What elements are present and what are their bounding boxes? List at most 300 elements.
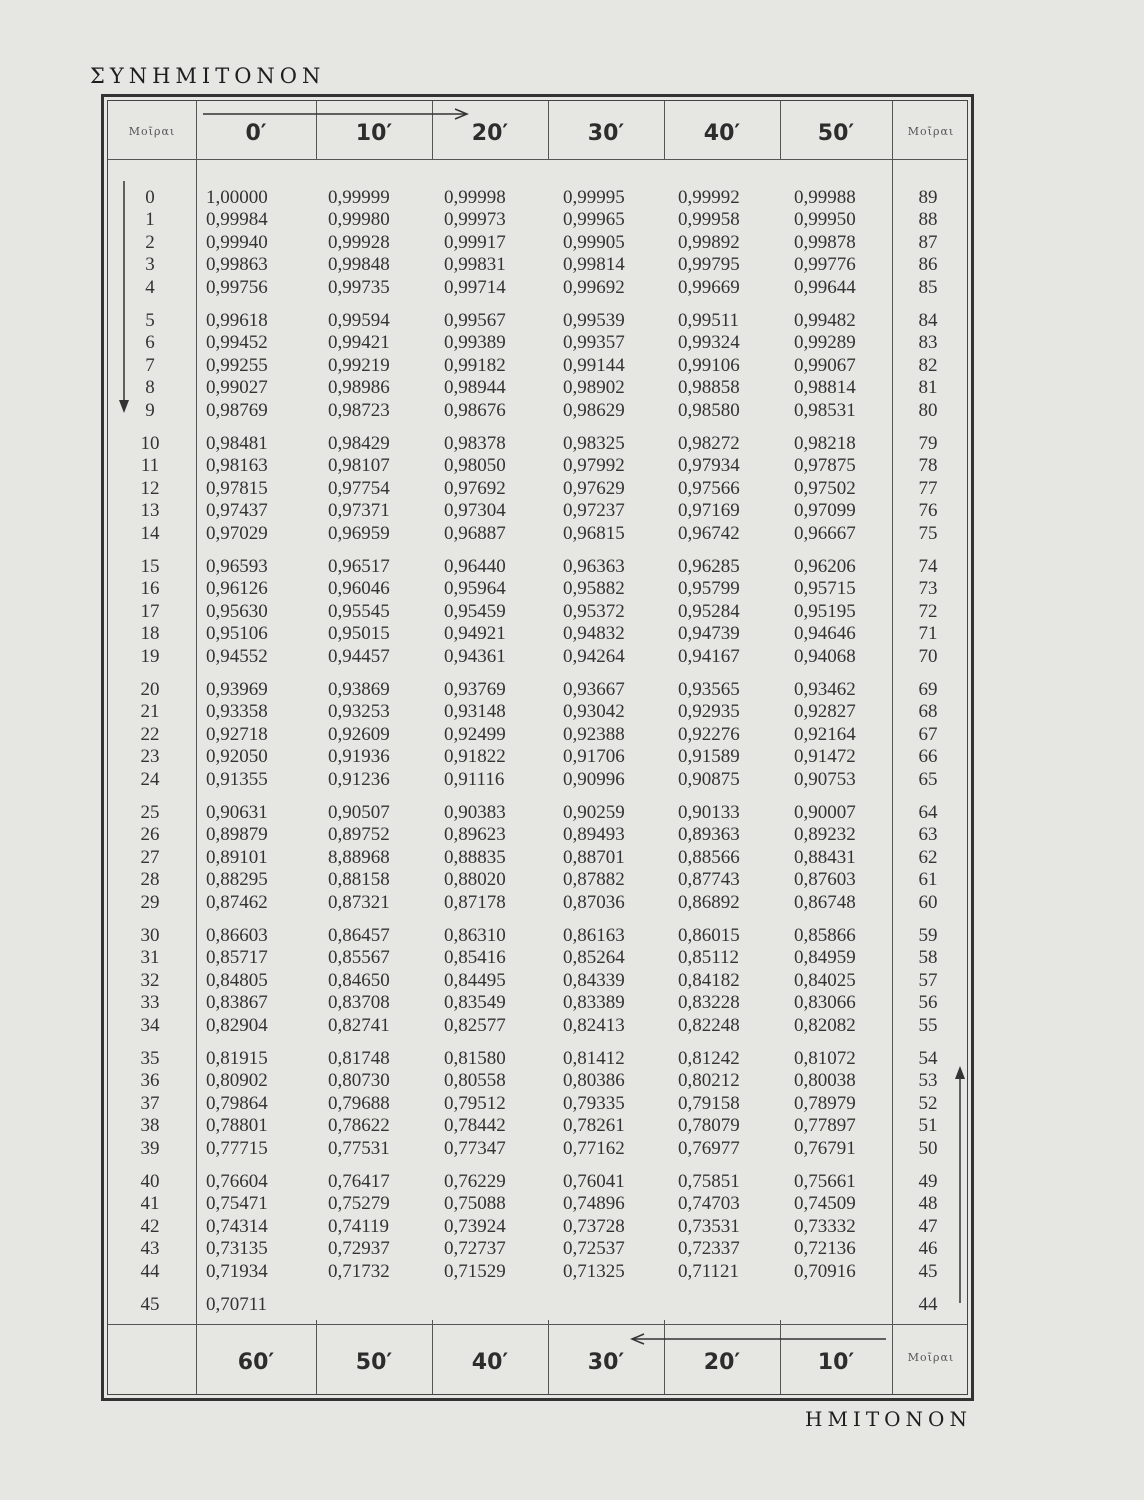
value-cell: 0,90133 bbox=[678, 802, 740, 823]
degree-cell: 14 bbox=[140, 522, 160, 544]
value-cell: 0,93969 bbox=[206, 679, 268, 700]
value-cell: 0,87882 bbox=[563, 869, 625, 891]
value-cell: 0,76604 bbox=[206, 1171, 268, 1192]
value-cell: 0,90383 bbox=[444, 802, 506, 823]
value-cell: 0,99511 bbox=[678, 310, 740, 331]
value-cell: 0,86457 bbox=[328, 925, 390, 946]
value-cell: 0,92499 bbox=[444, 723, 506, 745]
value-cell: 0,96517 bbox=[328, 556, 390, 577]
degree-cell: 8 bbox=[145, 377, 155, 399]
value-cell: 0,90007 bbox=[794, 802, 856, 823]
value-cell: 0,99999 bbox=[328, 187, 390, 208]
value-cell: 0,94068 bbox=[794, 645, 856, 667]
value-cell: 0,84182 bbox=[678, 969, 740, 991]
value-cell: 0,99831 bbox=[444, 254, 506, 276]
value-cell: 0,98531 bbox=[794, 399, 856, 421]
value-cell: 0,95715 bbox=[794, 578, 856, 600]
value-cell: 0,97692 bbox=[444, 477, 506, 499]
value-cell: 0,96887 bbox=[444, 522, 506, 544]
value-cell: 0,84805 bbox=[206, 969, 268, 991]
complement-degree-cell: 80 bbox=[918, 399, 938, 421]
value-cell: 0,96959 bbox=[328, 522, 390, 544]
value-cell: 0,91472 bbox=[794, 746, 856, 768]
value-cell: 0,95015 bbox=[328, 623, 390, 645]
value-cell: 0,97502 bbox=[794, 477, 856, 499]
value-cell: 0,77531 bbox=[328, 1137, 390, 1159]
value-cell: 0,80212 bbox=[678, 1070, 740, 1092]
value-cell: 0,92050 bbox=[206, 746, 268, 768]
value-cell: 0,99776 bbox=[794, 254, 856, 276]
value-cell: 0,72537 bbox=[563, 1238, 625, 1260]
value-cell: 0,71732 bbox=[328, 1260, 390, 1282]
table-row bbox=[108, 679, 967, 701]
degree-cell: 18 bbox=[140, 623, 160, 645]
value-cell: 0,90996 bbox=[563, 768, 625, 790]
value-cell: 0,77162 bbox=[563, 1137, 625, 1159]
value-cell: 0,76977 bbox=[678, 1137, 740, 1159]
complement-degree-cell: 74 bbox=[918, 556, 938, 577]
complement-degree-cell: 71 bbox=[918, 623, 938, 645]
value-cell: 0,88835 bbox=[444, 846, 506, 868]
value-cell: 0,93565 bbox=[678, 679, 740, 700]
value-cell: 0,72337 bbox=[678, 1238, 740, 1260]
value-cell: 0,87603 bbox=[794, 869, 856, 891]
value-cell: 0,74896 bbox=[563, 1193, 625, 1215]
table-row bbox=[108, 232, 967, 254]
table-row bbox=[108, 1193, 967, 1215]
table-row bbox=[108, 724, 967, 746]
value-cell: 0,86603 bbox=[206, 925, 268, 946]
value-cell: 0,78079 bbox=[678, 1115, 740, 1137]
complement-degree-cell: 64 bbox=[918, 802, 938, 823]
complement-degree-cell: 48 bbox=[918, 1193, 938, 1215]
value-cell: 0,79512 bbox=[444, 1092, 506, 1114]
value-cell: 0,99644 bbox=[794, 276, 856, 298]
value-cell: 0,73332 bbox=[794, 1215, 856, 1237]
value-cell: 0,97629 bbox=[563, 477, 625, 499]
value-cell: 0,85717 bbox=[206, 947, 268, 969]
degree-cell: 40 bbox=[140, 1171, 160, 1192]
value-cell: 0,83228 bbox=[678, 992, 740, 1014]
complement-degree-cell: 68 bbox=[918, 701, 938, 723]
value-cell: 0,73728 bbox=[563, 1215, 625, 1237]
value-cell: 0,93253 bbox=[328, 701, 390, 723]
value-cell: 0,89623 bbox=[444, 824, 506, 846]
value-cell: 0,98272 bbox=[678, 433, 740, 454]
value-cell: 0,98218 bbox=[794, 433, 856, 454]
value-cell: 0,83708 bbox=[328, 992, 390, 1014]
table-row bbox=[108, 1115, 967, 1137]
table-row bbox=[108, 254, 967, 276]
table-row bbox=[108, 601, 967, 623]
value-cell: 0,99618 bbox=[206, 310, 268, 331]
table-row bbox=[108, 187, 967, 209]
value-cell: 0,99324 bbox=[678, 332, 740, 354]
value-cell: 0,83389 bbox=[563, 992, 625, 1014]
table-row bbox=[108, 377, 967, 399]
value-cell: 0,98378 bbox=[444, 433, 506, 454]
table-row bbox=[108, 332, 967, 354]
value-cell: 0,90507 bbox=[328, 802, 390, 823]
value-cell: 0,81072 bbox=[794, 1048, 856, 1069]
value-cell: 0,99980 bbox=[328, 209, 390, 231]
value-cell: 0,77897 bbox=[794, 1115, 856, 1137]
value-cell: 0,87178 bbox=[444, 891, 506, 913]
degree-cell: 35 bbox=[140, 1048, 160, 1069]
complement-degree-cell: 47 bbox=[918, 1215, 938, 1237]
value-cell: 0,88020 bbox=[444, 869, 506, 891]
complement-degree-cell: 61 bbox=[918, 869, 938, 891]
degree-cell: 38 bbox=[140, 1115, 160, 1137]
table-row bbox=[108, 400, 967, 422]
table-row bbox=[108, 1238, 967, 1260]
value-cell: 0,81412 bbox=[563, 1048, 625, 1069]
degree-cell: 10 bbox=[140, 433, 160, 454]
degree-cell: 29 bbox=[140, 891, 160, 913]
value-cell: 0,99958 bbox=[678, 209, 740, 231]
value-cell: 0,97099 bbox=[794, 500, 856, 522]
value-cell: 0,85416 bbox=[444, 947, 506, 969]
value-cell: 0,94361 bbox=[444, 645, 506, 667]
value-cell: 0,95545 bbox=[328, 600, 390, 622]
value-cell: 0,97437 bbox=[206, 500, 268, 522]
value-cell: 0,98107 bbox=[328, 455, 390, 477]
complement-degree-cell: 54 bbox=[918, 1048, 938, 1069]
value-cell: 0,81748 bbox=[328, 1048, 390, 1069]
table-row bbox=[108, 701, 967, 723]
degree-cell: 37 bbox=[140, 1092, 160, 1114]
value-cell: 0,99814 bbox=[563, 254, 625, 276]
value-cell: 0,99067 bbox=[794, 354, 856, 376]
value-cell: 0,88158 bbox=[328, 869, 390, 891]
value-cell: 0,92935 bbox=[678, 701, 740, 723]
value-cell: 0,99984 bbox=[206, 209, 268, 231]
value-cell: 0,98676 bbox=[444, 399, 506, 421]
degree-cell: 22 bbox=[140, 723, 160, 745]
complement-degree-cell: 72 bbox=[918, 600, 938, 622]
table-row bbox=[108, 824, 967, 846]
value-cell: 0,74703 bbox=[678, 1193, 740, 1215]
value-cell: 0,96593 bbox=[206, 556, 268, 577]
value-cell: 0,99594 bbox=[328, 310, 390, 331]
value-cell: 0,99848 bbox=[328, 254, 390, 276]
complement-degree-cell: 81 bbox=[918, 377, 938, 399]
value-cell: 0,99219 bbox=[328, 354, 390, 376]
value-cell: 0,74119 bbox=[328, 1215, 390, 1237]
value-cell: 0,96206 bbox=[794, 556, 856, 577]
value-cell: 0,89493 bbox=[563, 824, 625, 846]
value-cell: 0,95284 bbox=[678, 600, 740, 622]
value-cell: 0,94457 bbox=[328, 645, 390, 667]
degree-cell: 34 bbox=[140, 1014, 160, 1036]
value-cell: 0,94167 bbox=[678, 645, 740, 667]
value-cell: 0,83066 bbox=[794, 992, 856, 1014]
degree-cell: 17 bbox=[140, 600, 160, 622]
footer-right-label: Μοῖραι bbox=[907, 1351, 955, 1364]
right-arrow-icon bbox=[203, 106, 473, 122]
value-cell: 0,99539 bbox=[563, 310, 625, 331]
table-row bbox=[108, 623, 967, 645]
value-cell: 0,95195 bbox=[794, 600, 856, 622]
degree-cell: 26 bbox=[140, 824, 160, 846]
value-cell: 0,76417 bbox=[328, 1171, 390, 1192]
value-cell: 0,71121 bbox=[678, 1260, 740, 1282]
degree-cell: 31 bbox=[140, 947, 160, 969]
value-cell: 0,92276 bbox=[678, 723, 740, 745]
table-row bbox=[108, 355, 967, 377]
value-cell: 0,85264 bbox=[563, 947, 625, 969]
table-row bbox=[108, 1216, 967, 1238]
value-cell: 0,94646 bbox=[794, 623, 856, 645]
header-right-label: Μοῖραι bbox=[907, 125, 955, 138]
value-cell: 0,78622 bbox=[328, 1115, 390, 1137]
degree-cell: 25 bbox=[140, 802, 160, 823]
value-cell: 0,83867 bbox=[206, 992, 268, 1014]
complement-degree-cell: 77 bbox=[918, 477, 938, 499]
value-cell: 0,96126 bbox=[206, 578, 268, 600]
complement-degree-cell: 56 bbox=[918, 992, 938, 1014]
complement-degree-cell: 45 bbox=[918, 1260, 938, 1282]
value-cell: 0,98580 bbox=[678, 399, 740, 421]
complement-degree-cell: 53 bbox=[918, 1070, 938, 1092]
value-cell: 0,97566 bbox=[678, 477, 740, 499]
value-cell: 0,97237 bbox=[563, 500, 625, 522]
table-frame bbox=[101, 94, 974, 1401]
value-cell: 0,98814 bbox=[794, 377, 856, 399]
degree-cell: 43 bbox=[140, 1238, 160, 1260]
footer-col-50: 50′ bbox=[355, 1350, 393, 1375]
table-row bbox=[108, 500, 967, 522]
value-cell: 0,97992 bbox=[563, 455, 625, 477]
complement-degree-cell: 50 bbox=[918, 1137, 938, 1159]
complement-degree-cell: 57 bbox=[918, 969, 938, 991]
value-cell: 0,97304 bbox=[444, 500, 506, 522]
value-cell: 0,99735 bbox=[328, 276, 390, 298]
value-cell: 0,96046 bbox=[328, 578, 390, 600]
value-cell: 0,87743 bbox=[678, 869, 740, 891]
value-cell: 0,99027 bbox=[206, 377, 268, 399]
degree-cell: 15 bbox=[140, 556, 160, 577]
degree-cell: 23 bbox=[140, 746, 160, 768]
table-row bbox=[108, 769, 967, 791]
value-cell: 0,99928 bbox=[328, 231, 390, 253]
value-cell: 0,78979 bbox=[794, 1092, 856, 1114]
value-cell: 0,72136 bbox=[794, 1238, 856, 1260]
value-cell: 0,80558 bbox=[444, 1070, 506, 1092]
degree-cell: 32 bbox=[140, 969, 160, 991]
value-cell: 0,78442 bbox=[444, 1115, 506, 1137]
table-row bbox=[108, 802, 967, 824]
table-row bbox=[108, 1093, 967, 1115]
value-cell: 0,99795 bbox=[678, 254, 740, 276]
value-cell: 0,99255 bbox=[206, 354, 268, 376]
value-cell: 0,80902 bbox=[206, 1070, 268, 1092]
header-col-40: 40′ bbox=[703, 121, 741, 146]
degree-cell: 42 bbox=[140, 1215, 160, 1237]
value-cell: 0,98325 bbox=[563, 433, 625, 454]
value-cell: 0,99992 bbox=[678, 187, 740, 208]
table-row bbox=[108, 1171, 967, 1193]
value-cell: 0,81242 bbox=[678, 1048, 740, 1069]
left-arrow-icon bbox=[628, 1331, 888, 1347]
complement-degree-cell: 84 bbox=[918, 310, 938, 331]
complement-degree-cell: 70 bbox=[918, 645, 938, 667]
complement-degree-cell: 88 bbox=[918, 209, 938, 231]
value-cell: 0,98429 bbox=[328, 433, 390, 454]
value-cell: 0,75471 bbox=[206, 1193, 268, 1215]
degree-cell: 36 bbox=[140, 1070, 160, 1092]
value-cell: 0,76229 bbox=[444, 1171, 506, 1192]
value-cell: 0,88431 bbox=[794, 846, 856, 868]
complement-degree-cell: 78 bbox=[918, 455, 938, 477]
value-cell: 0,98944 bbox=[444, 377, 506, 399]
table-row bbox=[108, 947, 967, 969]
complement-degree-cell: 62 bbox=[918, 846, 938, 868]
value-cell: 0,75279 bbox=[328, 1193, 390, 1215]
value-cell: 0,99917 bbox=[444, 231, 506, 253]
complement-degree-cell: 51 bbox=[918, 1115, 938, 1137]
degree-cell: 45 bbox=[140, 1294, 160, 1315]
degree-cell: 0 bbox=[145, 187, 155, 208]
value-cell: 0,90631 bbox=[206, 802, 268, 823]
value-cell: 0,86015 bbox=[678, 925, 740, 946]
value-cell: 0,90753 bbox=[794, 768, 856, 790]
table-row bbox=[108, 869, 967, 891]
degree-cell: 1 bbox=[145, 209, 155, 231]
table-row bbox=[108, 892, 967, 914]
value-cell: 0,93042 bbox=[563, 701, 625, 723]
complement-degree-cell: 63 bbox=[918, 824, 938, 846]
value-cell: 0,99389 bbox=[444, 332, 506, 354]
value-cell: 0,84339 bbox=[563, 969, 625, 991]
complement-degree-cell: 60 bbox=[918, 891, 938, 913]
value-cell: 0,99973 bbox=[444, 209, 506, 231]
value-cell: 0,98986 bbox=[328, 377, 390, 399]
value-cell: 0,95630 bbox=[206, 600, 268, 622]
value-cell: 0,97029 bbox=[206, 522, 268, 544]
value-cell: 0,89752 bbox=[328, 824, 390, 846]
table-row bbox=[108, 847, 967, 869]
complement-degree-cell: 55 bbox=[918, 1014, 938, 1036]
degree-cell: 12 bbox=[140, 477, 160, 499]
footer-col-60: 60′ bbox=[237, 1350, 275, 1375]
value-cell: 0,86310 bbox=[444, 925, 506, 946]
degree-cell: 28 bbox=[140, 869, 160, 891]
value-cell: 0,98629 bbox=[563, 399, 625, 421]
complement-degree-cell: 86 bbox=[918, 254, 938, 276]
value-cell: 0,73135 bbox=[206, 1238, 268, 1260]
value-cell: 0,92609 bbox=[328, 723, 390, 745]
footer-title: ΗΜΙΤΟΝΟΝ bbox=[805, 1407, 972, 1431]
value-cell: 0,87036 bbox=[563, 891, 625, 913]
value-cell: 0,91706 bbox=[563, 746, 625, 768]
table-row bbox=[108, 209, 967, 231]
value-cell: 0,82577 bbox=[444, 1014, 506, 1036]
value-cell: 0,93148 bbox=[444, 701, 506, 723]
complement-degree-cell: 58 bbox=[918, 947, 938, 969]
value-cell: 0,86163 bbox=[563, 925, 625, 946]
table-row bbox=[108, 1048, 967, 1070]
value-cell: 0,95964 bbox=[444, 578, 506, 600]
value-cell: 0,99756 bbox=[206, 276, 268, 298]
degree-cell: 21 bbox=[140, 701, 160, 723]
value-cell: 0,94832 bbox=[563, 623, 625, 645]
degree-cell: 44 bbox=[140, 1260, 160, 1282]
value-cell: 0,99289 bbox=[794, 332, 856, 354]
value-cell: 0,88701 bbox=[563, 846, 625, 868]
value-cell: 0,95882 bbox=[563, 578, 625, 600]
value-cell: 0,79864 bbox=[206, 1092, 268, 1114]
table-row bbox=[108, 1015, 967, 1037]
value-cell: 0,95106 bbox=[206, 623, 268, 645]
footer-col-10: 10′ bbox=[817, 1350, 855, 1375]
value-cell: 0,96363 bbox=[563, 556, 625, 577]
value-cell: 0,97815 bbox=[206, 477, 268, 499]
value-cell: 0,82904 bbox=[206, 1014, 268, 1036]
value-cell: 0,87321 bbox=[328, 891, 390, 913]
value-cell: 0,99988 bbox=[794, 187, 856, 208]
value-cell: 0,88295 bbox=[206, 869, 268, 891]
degree-cell: 41 bbox=[140, 1193, 160, 1215]
header-col-30: 30′ bbox=[587, 121, 625, 146]
value-cell: 0,93358 bbox=[206, 701, 268, 723]
value-cell: 0,99144 bbox=[563, 354, 625, 376]
value-cell: 0,95799 bbox=[678, 578, 740, 600]
page-title: ΣΥΝΗΜΙΤΟΝΟΝ bbox=[90, 64, 326, 88]
degree-cell: 39 bbox=[140, 1137, 160, 1159]
degree-cell: 27 bbox=[140, 846, 160, 868]
header-col-20: 20′ bbox=[471, 121, 509, 146]
value-cell: 0,93462 bbox=[794, 679, 856, 700]
value-cell: 0,99905 bbox=[563, 231, 625, 253]
value-cell: 0,71325 bbox=[563, 1260, 625, 1282]
degree-cell: 19 bbox=[140, 645, 160, 667]
complement-degree-cell: 76 bbox=[918, 500, 938, 522]
degree-cell: 2 bbox=[145, 231, 155, 253]
value-cell: 0,75851 bbox=[678, 1171, 740, 1192]
table-row bbox=[108, 455, 967, 477]
value-cell: 0,86748 bbox=[794, 891, 856, 913]
value-cell: 0,82413 bbox=[563, 1014, 625, 1036]
complement-degree-cell: 69 bbox=[918, 679, 938, 700]
value-cell: 0,85112 bbox=[678, 947, 740, 969]
value-cell: 0,96815 bbox=[563, 522, 625, 544]
table-row bbox=[108, 478, 967, 500]
value-cell: 0,89363 bbox=[678, 824, 740, 846]
value-cell: 0,97934 bbox=[678, 455, 740, 477]
value-cell: 0,97754 bbox=[328, 477, 390, 499]
table-row bbox=[108, 1070, 967, 1092]
degree-cell: 13 bbox=[140, 500, 160, 522]
value-cell: 0,87462 bbox=[206, 891, 268, 913]
table-row bbox=[108, 578, 967, 600]
complement-degree-cell: 79 bbox=[918, 433, 938, 454]
value-cell: 0,79688 bbox=[328, 1092, 390, 1114]
value-cell: 0,91589 bbox=[678, 746, 740, 768]
value-cell: 0,99998 bbox=[444, 187, 506, 208]
value-cell: 0,85567 bbox=[328, 947, 390, 969]
value-cell: 0,98769 bbox=[206, 399, 268, 421]
value-cell: 0,98723 bbox=[328, 399, 390, 421]
value-cell: 0,83549 bbox=[444, 992, 506, 1014]
degree-cell: 24 bbox=[140, 768, 160, 790]
complement-degree-cell: 52 bbox=[918, 1092, 938, 1114]
value-cell: 0,73531 bbox=[678, 1215, 740, 1237]
value-cell: 0,92388 bbox=[563, 723, 625, 745]
value-cell: 0,94264 bbox=[563, 645, 625, 667]
value-cell: 0,92827 bbox=[794, 701, 856, 723]
value-cell: 0,96667 bbox=[794, 522, 856, 544]
